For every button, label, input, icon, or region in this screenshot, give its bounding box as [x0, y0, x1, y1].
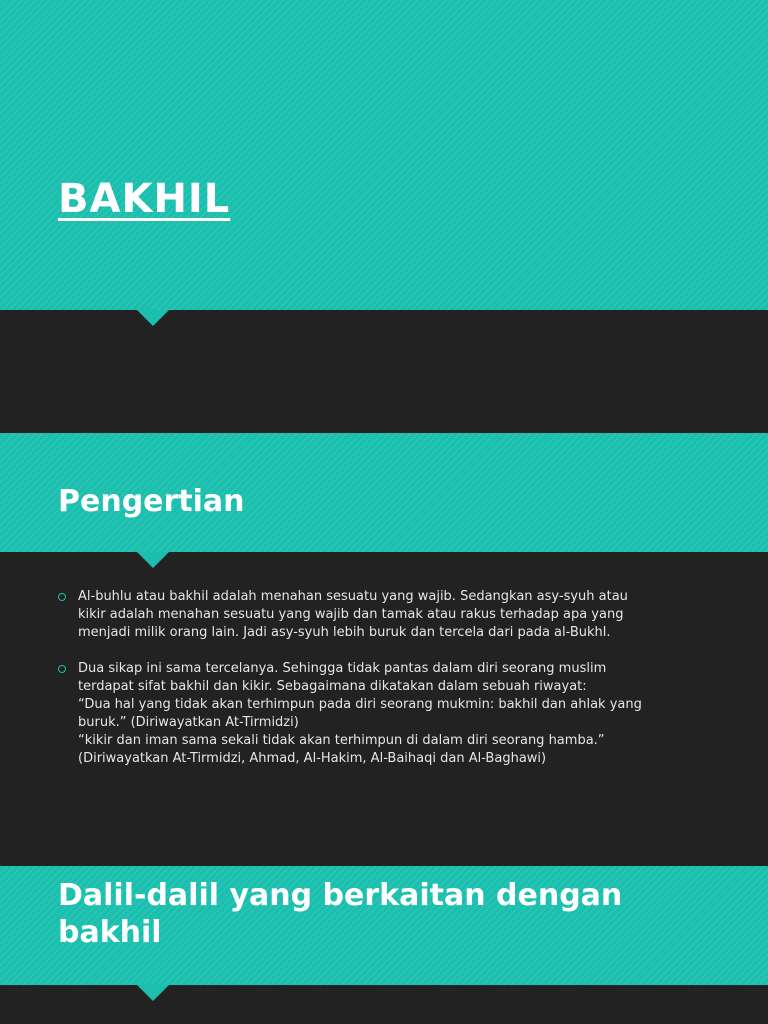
- bullet-line: menjadi milik orang lain. Jadi asy-syuh lebih buruk dan tercela dari pada al-Bukhl.: [78, 625, 611, 640]
- band-notch: [137, 310, 169, 326]
- section-title-line: Dalil-dalil yang berkaitan dengan: [58, 878, 623, 913]
- bullet-line: kikir adalah menahan sesuatu yang wajib dan tamak atau rakus terhadap apa yang: [78, 607, 624, 622]
- section-title-line: bakhil: [58, 915, 162, 950]
- bullet-line: “kikir dan iman sama sekali tidak akan terhimpun di dalam diri seorang hamba.”: [78, 733, 605, 748]
- bullet-line: Al-buhlu atau bakhil adalah menahan sesuatu yang wajib. Sedangkan asy-syuh atau: [78, 589, 628, 604]
- bullet-line: buruk.” (Diriwayatkan At-Tirmidzi): [78, 715, 299, 730]
- bullet-list: [58, 588, 718, 786]
- band-notch: [137, 552, 169, 568]
- slide-1: [0, 0, 768, 432]
- section-title: [58, 877, 718, 951]
- title-band: [0, 0, 768, 310]
- bullet-line: (Diriwayatkan At-Tirmidzi, Ahmad, Al-Hakim, Al-Baihaqi dan Al-Baghawi): [78, 751, 547, 766]
- bullet-line: terdapat sifat bakhil dan kikir. Sebagaimana dikatakan dalam sebuah riwayat:: [78, 679, 587, 694]
- bullet-line: “Dua hal yang tidak akan terhimpun pada diri seorang mukmin: bakhil dan ahlak yang: [78, 697, 642, 712]
- section-title: Pengertian: [58, 484, 245, 519]
- bullet-item: [58, 588, 718, 642]
- bullet-circle-icon: [58, 593, 66, 601]
- slide-title: BAKHIL: [58, 176, 231, 222]
- bullet-line: Dua sikap ini sama tercelanya. Sehingga tidak pantas dalam diri seorang muslim: [78, 661, 607, 676]
- bullet-item: [58, 660, 718, 768]
- band-notch: [137, 985, 169, 1001]
- slide-3: [0, 866, 768, 1024]
- bullet-circle-icon: [58, 665, 66, 673]
